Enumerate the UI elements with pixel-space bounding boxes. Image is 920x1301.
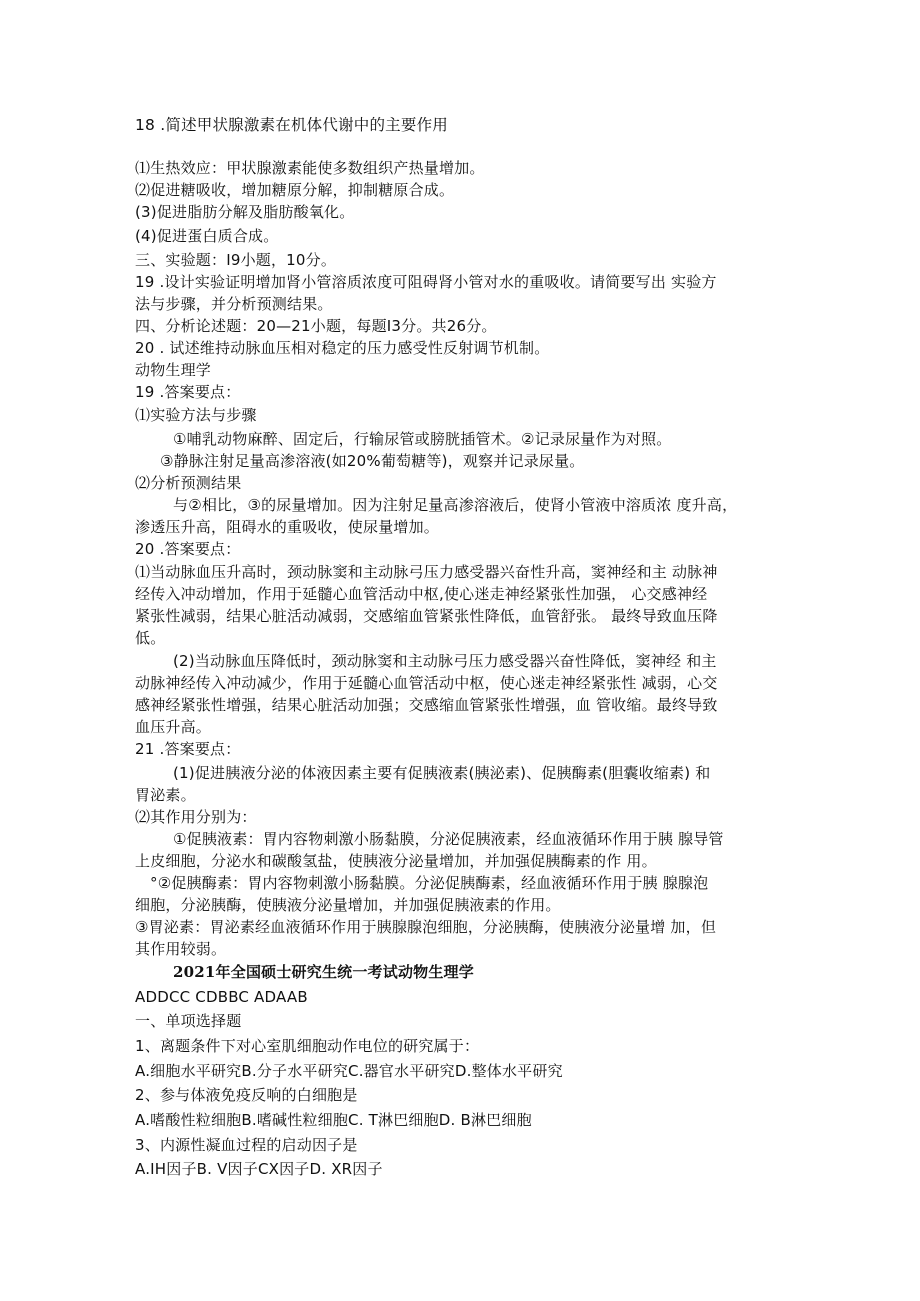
section-heading: 一、单项选择题 xyxy=(135,1012,242,1030)
answer-line: 动脉神经传入冲动减少，作用于延髓心血管活动中枢，使心迷走神经紧张性 减弱，心交 xyxy=(135,674,718,692)
question-2: 2、参与体液免疫反响的白细胞是 xyxy=(135,1086,358,1104)
question-1-options: A.细胞水平研究B.分子水平研究C.器官水平研究D.整体水平研究 xyxy=(135,1062,563,1080)
question-19-title-cont: 法与步骤，并分析预测结果。 xyxy=(135,295,333,313)
exam-title: 2021年全国硕士研究生统一考试动物生理学 xyxy=(173,963,474,981)
answer-line: 胃泌素。 xyxy=(135,786,196,804)
answer-line: ⑴实验方法与步骤 xyxy=(135,406,257,424)
answer-line: ①促胰液素：胃内容物刺激小肠黏膜，分泌促胰液素，经血液循环作用于胰 腺导管 xyxy=(173,830,724,848)
answer-line: 渗透压升高，阻碍水的重吸收，使尿量增加。 xyxy=(135,518,440,536)
question-3-options: A.IH因子B. V因子CX因子D. XR因子 xyxy=(135,1160,383,1178)
answer-line: 紧张性减弱，结果心脏活动减弱，交感缩血管紧张性降低，血管舒张。 最终导致血压降 xyxy=(135,607,718,625)
section-heading: 四、分析论述题：20—21小题，每题I3分。共26分。 xyxy=(135,317,497,335)
answer-line: 上皮细胞，分泌水和碳酸氢盐，使胰液分泌量增加，并加强促胰酶素的作 用。 xyxy=(135,852,657,870)
answer-line: (2)当动脉血压降低时，颈动脉窦和主动脉弓压力感受器兴奋性降低，窦神经 和主 xyxy=(173,652,717,670)
subject-heading: 动物生理学 xyxy=(135,361,212,379)
answer-line: ⑵分析预测结果 xyxy=(135,474,242,492)
question-3: 3、内源性凝血过程的启动因子是 xyxy=(135,1136,358,1154)
question-20-title: 20 . 试述维持动脉血压相对稳定的压力感受性反射调节机制。 xyxy=(135,339,550,357)
answer-line: ⑴生热效应：甲状腺激素能使多数组织产热量增加。 xyxy=(135,159,485,177)
answer-line: ⑵促进糖吸收，增加糖原分解，抑制糖原合成。 xyxy=(135,181,455,199)
question-2-options: A.嗜酸性粒细胞B.嗜碱性粒细胞C. T淋巴细胞D. B淋巴细胞 xyxy=(135,1111,532,1129)
answer-19-heading: 19 .答案要点： xyxy=(135,383,241,401)
section-heading: 三、实验题：I9小题，10分。 xyxy=(135,251,337,269)
answer-line: ⑵其作用分别为： xyxy=(135,808,257,826)
answer-line: °②促胰酶素：胃内容物刺激小肠黏膜。分泌促胰酶素，经血液循环作用于胰 腺腺泡 xyxy=(150,874,709,892)
answer-line: (4)促进蛋白质合成。 xyxy=(135,227,279,245)
answer-line: 血压升高。 xyxy=(135,718,212,736)
answer-20-heading: 20 .答案要点： xyxy=(135,540,241,558)
question-1: 1、离题条件下对心室肌细胞动作电位的研究属于： xyxy=(135,1037,480,1055)
answer-21-heading: 21 .答案要点： xyxy=(135,740,241,758)
answer-line: 经传入冲动增加，作用于延髓心血管活动中枢,使心迷走神经紧张性加强， 心交感神经 xyxy=(135,585,708,603)
answer-line: 感神经紧张性增强，结果心脏活动加强；交感缩血管紧张性增强，血 管收缩。最终导致 xyxy=(135,696,718,714)
answer-line: 细胞，分泌胰酶，使胰液分泌量增加，并加强促胰液素的作用。 xyxy=(135,896,561,914)
question-19-title: 19 .设计实验证明增加肾小管溶质浓度可阻碍肾小管对水的重吸收。请简要写出 实验方 xyxy=(135,273,717,291)
question-18-title: 18 .简述甲状腺激素在机体代谢中的主要作用 xyxy=(135,116,448,134)
answer-key: ADDCC CDBBC ADAAB xyxy=(135,988,308,1006)
answer-line: (3)促进脂肪分解及脂肪酸氧化。 xyxy=(135,203,355,221)
answer-line: ③静脉注射足量高渗溶液(如20%葡萄糖等)，观察并记录尿量。 xyxy=(160,452,585,470)
answer-line: 低。 xyxy=(135,629,166,647)
answer-line: ⑴当动脉血压升高时，颈动脉窦和主动脉弓压力感受器兴奋性升高，窦神经和主 动脉神 xyxy=(135,563,718,581)
answer-line: 其作用较弱。 xyxy=(135,940,227,958)
answer-line: 与②相比，③的尿量增加。因为注射足量高渗溶液后，使肾小管液中溶质浓 度升高， xyxy=(173,496,738,514)
answer-line: ③胃泌素：胃泌素经血液循环作用于胰腺腺泡细胞，分泌胰酶，使胰液分泌量增 加，但 xyxy=(135,918,717,936)
answer-line: ①哺乳动物麻醉、固定后，行输尿管或膀胱插管术。②记录尿量作为对照。 xyxy=(173,430,672,448)
answer-line: (1)促进胰液分泌的体液因素主要有促胰液素(胰泌素)、促胰酶素(胆囊收缩素) 和 xyxy=(173,764,711,782)
